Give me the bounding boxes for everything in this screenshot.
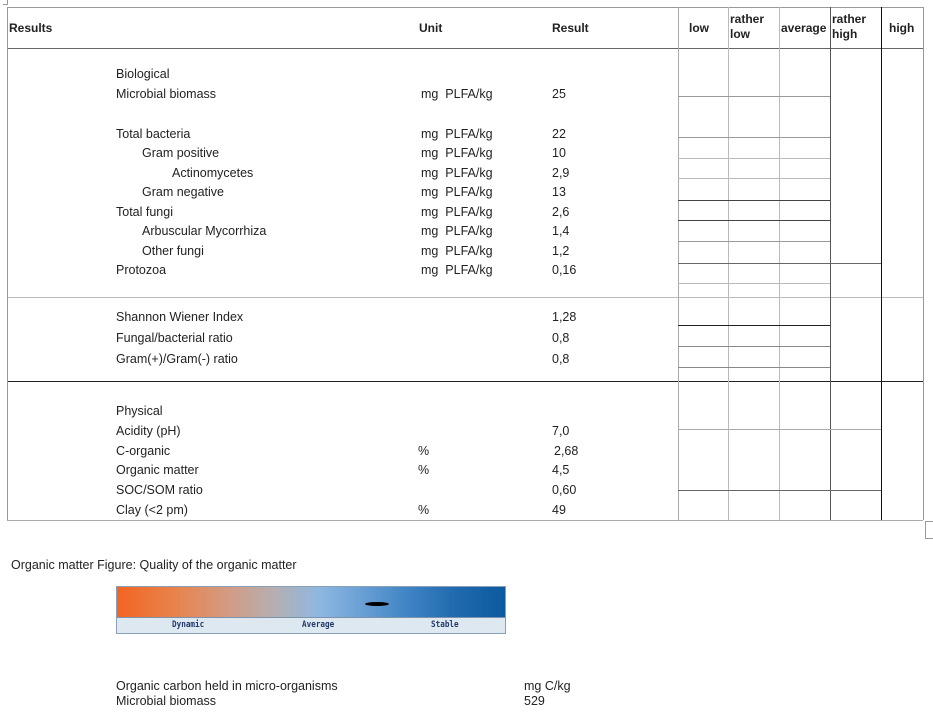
row-name: Clay (<2 pm)	[116, 503, 188, 517]
figure-caption: Organic matter Figure: Quality of the organic matter	[11, 558, 297, 572]
row-name: Protozoa	[116, 263, 167, 277]
carbon-label: Microbial biomass	[116, 694, 217, 708]
row-name: Actinomycetes	[172, 166, 254, 180]
header-results: Results	[9, 21, 53, 35]
row-value: 1,28	[552, 310, 577, 324]
row-name: Organic matter	[116, 463, 199, 477]
row-value: 0,8	[552, 352, 570, 366]
row-name: SOC/SOM ratio	[116, 483, 203, 497]
row-unit: mg PLFA/kg	[421, 205, 493, 219]
row-unit: mg PLFA/kg	[421, 87, 493, 101]
grid-line	[678, 490, 881, 491]
header-average: average	[781, 21, 827, 35]
row-unit: mg PLFA/kg	[421, 263, 493, 277]
row-value: 0,60	[552, 483, 577, 497]
row-unit: mg PLFA/kg	[421, 166, 493, 180]
indices-section-bottom-border	[7, 381, 923, 382]
row-name: Gram(+)/Gram(-) ratio	[116, 352, 238, 366]
header-low: low	[689, 21, 709, 35]
grid-line	[678, 137, 830, 138]
quality-marker	[365, 602, 389, 606]
header-rather-low: rather low	[730, 12, 765, 41]
corner-mark-right	[925, 521, 933, 539]
grid-line	[678, 263, 881, 264]
row-name: Gram negative	[142, 185, 224, 199]
row-unit: mg PLFA/kg	[421, 224, 493, 238]
row-name: Total fungi	[116, 205, 173, 219]
grid-line	[678, 158, 830, 159]
row-name: Acidity (pH)	[116, 424, 181, 438]
section-label-physical: Physical	[116, 404, 163, 418]
row-value: 22	[552, 127, 566, 141]
scale-label-stable: Stable	[431, 620, 459, 630]
row-value: 49	[552, 503, 566, 517]
quality-scale-labels	[117, 617, 505, 633]
row-value: 7,0	[552, 424, 570, 438]
row-value: 2,9	[552, 166, 570, 180]
row-unit: %	[418, 444, 430, 458]
organic-matter-quality-bar	[116, 586, 506, 634]
grid-line	[678, 429, 881, 430]
corner-mark-top-left	[3, 0, 8, 5]
header-rather-high: rather high	[832, 12, 867, 41]
row-value: 2,6	[552, 205, 570, 219]
header-bottom-border	[7, 48, 923, 49]
row-value: 1,4	[552, 224, 570, 238]
row-name: Gram positive	[142, 146, 220, 160]
row-unit: %	[418, 463, 430, 477]
scale-label-dynamic: Dynamic	[172, 620, 205, 630]
row-unit: mg PLFA/kg	[421, 146, 493, 160]
grid-line	[678, 346, 830, 347]
grid-line	[678, 178, 830, 179]
row-name: Other fungi	[142, 244, 204, 258]
row-unit: %	[418, 503, 430, 517]
row-value: 0,8	[552, 331, 570, 345]
row-value: 10	[552, 146, 566, 160]
header-result: Result	[552, 21, 589, 35]
col-line-high	[881, 7, 882, 520]
header-high: high	[889, 21, 915, 35]
grid-line	[678, 283, 830, 284]
grid-line	[678, 200, 830, 201]
carbon-value: 529	[524, 694, 545, 708]
row-name: C-organic	[116, 444, 171, 458]
grid-line	[678, 241, 830, 242]
row-name: Fungal/bacterial ratio	[116, 331, 233, 345]
table-right-border	[923, 7, 924, 520]
scale-label-average: Average	[302, 620, 335, 630]
row-value: 1,2	[552, 244, 570, 258]
section-label-biological: Biological	[116, 67, 170, 81]
row-name: Microbial biomass	[116, 87, 217, 101]
row-name: Arbuscular Mycorrhiza	[142, 224, 267, 238]
quality-gradient	[117, 587, 505, 617]
row-value: 25	[552, 87, 566, 101]
row-value: 2,68	[554, 444, 579, 458]
header-unit: Unit	[419, 21, 443, 35]
grid-line	[678, 325, 830, 326]
grid-line	[678, 367, 830, 368]
row-value: 13	[552, 185, 566, 199]
grid-line	[678, 96, 830, 97]
bio-section-bottom-border	[7, 297, 923, 298]
row-unit: mg PLFA/kg	[421, 185, 493, 199]
carbon-unit: mg C/kg	[524, 679, 571, 693]
table-left-border	[7, 7, 8, 520]
table-bottom-border	[7, 520, 923, 521]
row-unit: mg PLFA/kg	[421, 244, 493, 258]
table-top-border	[7, 7, 923, 8]
row-name: Total bacteria	[116, 127, 191, 141]
row-value: 0,16	[552, 263, 577, 277]
row-unit: mg PLFA/kg	[421, 127, 493, 141]
grid-line	[678, 220, 830, 221]
row-value: 4,5	[552, 463, 570, 477]
row-name: Shannon Wiener Index	[116, 310, 244, 324]
carbon-title: Organic carbon held in micro-organisms	[116, 679, 338, 693]
